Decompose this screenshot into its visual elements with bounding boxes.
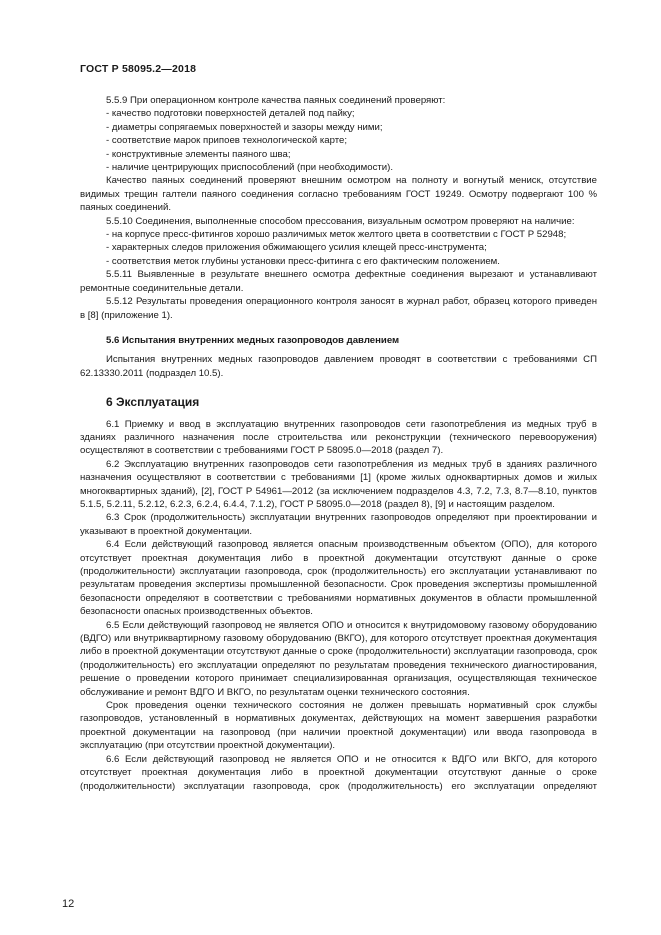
clause-5-5-9: 5.5.9 При операционном контроле качества паяных соединений проверяют: <box>106 95 446 106</box>
paragraph-6-5-continued: Срок проведения оценки технического состояния не должен превышать нормативный срок службы газопроводов, установленный в нормативных документах, действующих на момент завершения разработки проектной документации на газопровод (при наличии проектной документации) или ввода газопровода в эксплуатацию (при отсутствии проектной документации). <box>80 700 597 752</box>
list-item: - качество подготовки поверхностей деталей под пайку; <box>106 108 355 120</box>
clause-6-1: 6.1 Приемку и ввод в эксплуатацию внутренних газопроводов сети газопотребления из медных труб в зданиях различного назначения после строительства или реконструкции (технического перевооружения) осуществляют в соответствии с требованиями ГОСТ Р 58095.0—2018 (раздел 7). <box>80 418 597 457</box>
clause-5-5-11: 5.5.11 Выявленные в результате внешнего осмотра дефектные соединения вырезают и устанавливают ремонтные соединительные детали. <box>80 269 597 294</box>
list-item: - конструктивные элементы паяного шва; <box>106 148 291 160</box>
paragraph-5-6: Испытания внутренних медных газопроводов давлением проводят в соответствии с требованиями СП 62.13330.2011 (подраздел 10.5). <box>80 354 597 379</box>
list-item: - наличие центрирующих приспособлений (при необходимости). <box>106 162 393 174</box>
document-header: ГОСТ Р 58095.2—2018 <box>80 63 197 75</box>
list-item: - соответствия меток глубины установки пресс-фитинга с его фактическим положением. <box>106 255 500 267</box>
clause-6-5: 6.5 Если действующий газопровод не является ОПО и относится к внутридомовому газовому оборудованию (ВДГО) или внутриквартирному газовому оборудованию (ВКГО), для которого отсутствует проектная документация либо в проектной документации отсутствуют данные о сроке (продолжительности) эксплуатации газопровода, срок (продолжительность) его эксплуатации определяют по результатам проведения технического диагностирования, решение о проведении которого принимает специализированная организация, осуществляющая техническое обслуживание и ремонт ВДГО И ВКГО, по результатам оценки технического состояния. <box>80 619 597 698</box>
clause-6-6: 6.6 Если действующий газопровод не является ОПО и не относится к ВДГО или ВКГО, для которого отсутствует проектная документация либо в проектной документации отсутствуют данные о сроке (продолжительности) эксплуатации газопровода, срок (продолжительность) его эксплуатации определяют <box>80 753 597 792</box>
clause-5-5-12: 5.5.12 Результаты проведения операционного контроля заносят в журнал работ, образец которого приведен в [8] (приложение 1). <box>80 296 597 321</box>
document-body <box>80 94 597 793</box>
clause-6-4: 6.4 Если действующий газопровод является опасным производственным объектом (ОПО), для которого отсутствует проектная документация либо в проектной документации отсутствуют данные о сроке (продолжительности) эксплуатации газопровода, срок (продолжительность) его эксплуатации устанавливают по результатам проведения экспертизы промышленной безопасности. Срок проведения экспертизы промышленной безопасности определяют в соответствии с требованиями нормативных документов в области промышленной безопасности опасных производственных объектов. <box>80 539 597 618</box>
section-heading-6: 6 Эксплуатация <box>106 395 200 410</box>
clause-5-5-10: 5.5.10 Соединения, выполненные способом прессования, визуальным осмотром проверяют на наличие: <box>106 215 575 227</box>
list-item: - характерных следов приложения обжимающего усилия клещей пресс-инструмента; <box>106 242 487 254</box>
page-number: 12 <box>62 898 75 910</box>
clause-6-2: 6.2 Эксплуатацию внутренних газопроводов сети газопотребления из медных труб в зданиях различного назначения осуществляют в соответствии с требованиями [1] (кроме жилых одноквартирных домов и жилых многоквартирных зданий), [2], ГОСТ Р 54961—2012 (за исключением подразделов 4.3, 7.2, 7.3, 8.7—8.10, пунктов 5.1.5, 5.2.11, 5.2.12, 6.2.3, 6.2.4, 6.4.4, 7.1.2), ГОСТ Р 58095.0—2018 (раздел 8), [9] и настоящим разделом. <box>80 458 597 510</box>
paragraph-quality: Качество паяных соединений проверяют внешним осмотром на полноту и вогнутый мениск, отсутствие видимых трещин галтели паяного соединения согласно требованиям ГОСТ 19249. Осмотру подвергают 100 % паяных соединений. <box>80 175 597 214</box>
list-item: - соответствие марок припоев технологической карте; <box>106 135 348 147</box>
list-item: - на корпусе пресс-фитингов хорошо различимых меток желтого цвета в соответствии с ГОСТ Р 52948; <box>106 229 567 241</box>
list-item: - диаметры сопрягаемых поверхностей и зазоры между ними; <box>106 121 383 133</box>
clause-6-3: 6.3 Срок (продолжительность) эксплуатации внутренних газопроводов определяют при проектировании и указывают в проектной документации. <box>80 512 597 537</box>
subsection-heading-5-6: 5.6 Испытания внутренних медных газопроводов давлением <box>106 334 400 346</box>
